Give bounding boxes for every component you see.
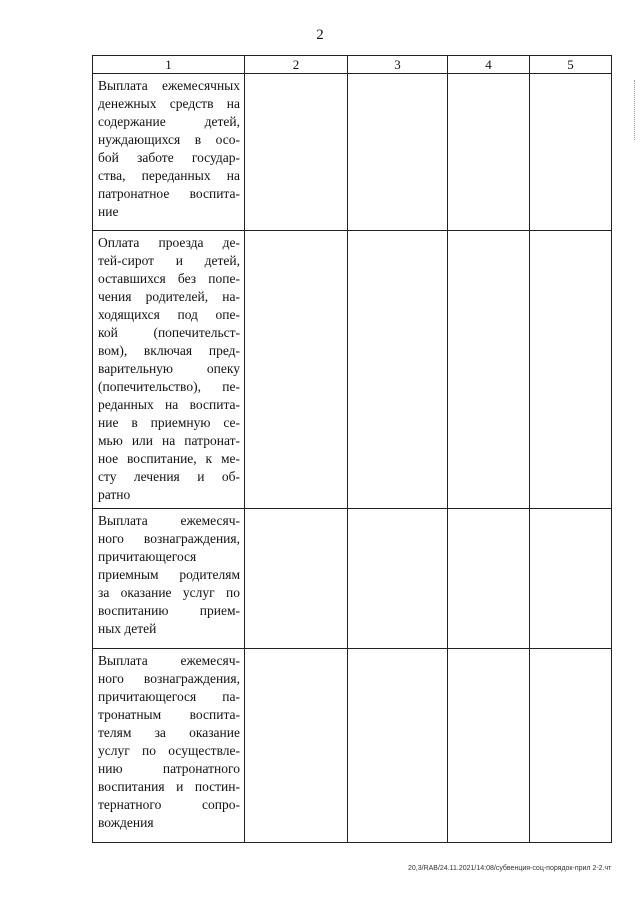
row-description-cell (93, 509, 245, 649)
row-text-line: ние (98, 204, 119, 219)
empty-cell-col-5 (530, 649, 612, 843)
row-description-cell (93, 74, 245, 231)
row-text-line: сту лечения и об- (98, 469, 240, 484)
empty-cell-col-4 (448, 509, 530, 649)
row-text-line: ходящихся под опе- (98, 307, 240, 322)
empty-cell-col-4 (448, 74, 530, 231)
empty-cell-col-3 (348, 509, 448, 649)
row-text-line: Выплата ежемесячных (98, 78, 240, 93)
row-text-line: телям за оказание (98, 725, 240, 740)
table-header-row (93, 56, 612, 74)
row-text-line: вождения (98, 815, 154, 830)
row-text-line: приемным родителям (98, 567, 240, 582)
row-text-line: ние в приемную се- (98, 415, 240, 430)
row-text-line: Выплата ежемесяч- (98, 653, 240, 668)
row-text-line: Оплата проезда де- (98, 235, 240, 250)
row-text-line: оставшихся без попе- (98, 271, 240, 286)
table-row (93, 509, 612, 649)
empty-cell-col-3 (348, 74, 448, 231)
table-row (93, 74, 612, 231)
row-text-line: вом), включая пред- (98, 343, 240, 358)
header-cell-col-4: 4 (448, 56, 530, 74)
empty-cell-col-4 (448, 231, 530, 509)
empty-cell-col-2 (245, 509, 348, 649)
row-text-line: за оказание услуг по (98, 585, 240, 600)
row-text-line: ратно (98, 487, 131, 502)
row-text-line: патронатное воспита- (98, 186, 240, 201)
row-text-line: ного вознаграждения, (98, 531, 240, 546)
empty-cell-col-3 (348, 649, 448, 843)
row-text-line: чения родителей, на- (98, 289, 240, 304)
empty-cell-col-4 (448, 649, 530, 843)
row-text-line: кой (попечительст- (98, 325, 240, 340)
empty-cell-col-2 (245, 74, 348, 231)
row-text-line: мью или на патронат- (98, 433, 240, 448)
empty-cell-col-2 (245, 231, 348, 509)
document-table (92, 55, 612, 843)
row-text-line: ства, переданных на (98, 168, 240, 183)
row-description-cell (93, 231, 245, 509)
row-text-line: Выплата ежемесяч- (98, 513, 240, 528)
table-row (93, 231, 612, 509)
row-text-line: нуждающихся в осо- (98, 132, 240, 147)
page-number: 2 (316, 27, 324, 43)
row-text-line: воспитанию прием- (98, 603, 240, 618)
row-text-line: услуг по осуществле- (98, 743, 240, 758)
row-text-line: (попечительство), пе- (98, 379, 240, 394)
row-text-line: причитающегося (98, 549, 197, 564)
row-text-line: ного вознаграждения, (98, 671, 240, 686)
header-cell-col-5: 5 (530, 56, 612, 74)
row-text-line: нию патронатного (98, 761, 240, 776)
row-text-line: тронатным воспита- (98, 707, 240, 722)
row-text-line: варительную опеку (98, 361, 240, 376)
row-description-cell (93, 649, 245, 843)
scan-edge-mark (634, 80, 638, 140)
header-cell-col-2: 2 (245, 56, 348, 74)
empty-cell-col-5 (530, 509, 612, 649)
row-text-line: воспитания и постин- (98, 779, 240, 794)
row-text-line: содержание детей, (98, 114, 240, 129)
empty-cell-col-5 (530, 231, 612, 509)
empty-cell-col-3 (348, 231, 448, 509)
row-text-line: ных детей (98, 621, 157, 636)
header-cell-col-1: 1 (93, 56, 245, 74)
header-cell-col-3: 3 (348, 56, 448, 74)
row-text-line: реданных на воспита- (98, 397, 240, 412)
row-text-line: причитающегося па- (98, 689, 240, 704)
row-text-line: денежных средств на (98, 96, 240, 111)
row-text-line: бой заботе государ- (98, 150, 240, 165)
footer-file-info: 20,3/RAB/24.11.2021/14:08/субвенция-соц-порядок-прил 2-2.чт (408, 865, 612, 872)
table-row (93, 649, 612, 843)
row-text-line: тернатного сопро- (98, 797, 240, 812)
row-text-line: тей-сирот и детей, (98, 253, 240, 268)
row-text-line: ное воспитание, к ме- (98, 451, 240, 466)
empty-cell-col-5 (530, 74, 612, 231)
empty-cell-col-2 (245, 649, 348, 843)
